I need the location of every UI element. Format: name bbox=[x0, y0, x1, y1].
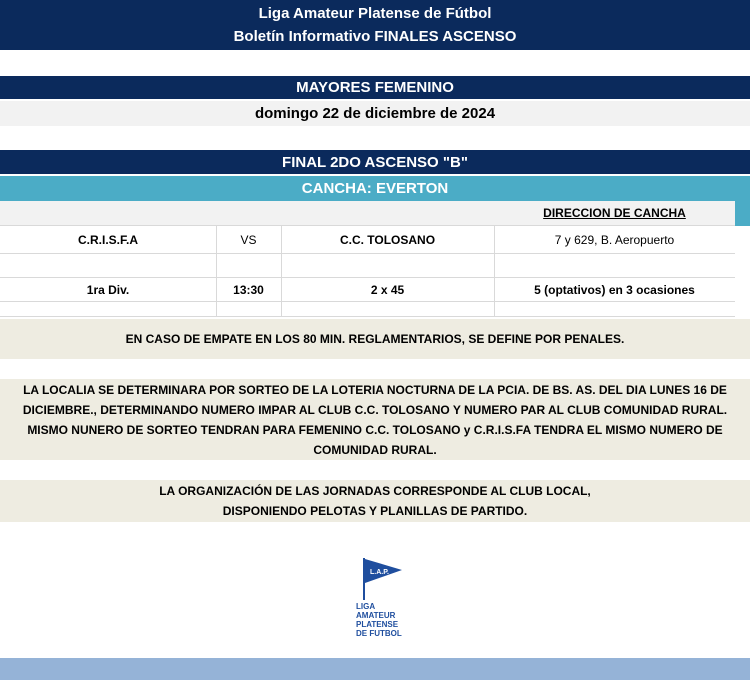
cancha-title: CANCHA: EVERTON bbox=[0, 176, 750, 201]
bulletin-header bbox=[0, 0, 750, 50]
organization-note bbox=[0, 480, 750, 522]
league-name: Liga Amateur Platense de Fútbol bbox=[258, 5, 492, 22]
away-team: C.C. TOLOSANO bbox=[339, 232, 436, 247]
localia-line: COMUNIDAD RURAL. bbox=[313, 442, 437, 457]
flag-icon bbox=[356, 556, 412, 602]
logo-line: DE FUTBOL bbox=[356, 629, 402, 638]
localia-note bbox=[0, 379, 750, 460]
table-row bbox=[0, 201, 735, 226]
final-title: FINAL 2DO ASCENSO "B" bbox=[0, 150, 750, 175]
table-row bbox=[0, 226, 735, 254]
flag-text: L.A.P. bbox=[370, 569, 389, 576]
match-table bbox=[0, 201, 750, 317]
tiebreak-note: EN CASO DE EMPATE EN LOS 80 MIN. REGLAMENTARIOS, SE DEFINE POR PENALES. bbox=[0, 319, 750, 359]
match-duration: 2 x 45 bbox=[370, 282, 405, 297]
logo-line: PLATENSE bbox=[356, 620, 399, 629]
category-title: MAYORES FEMENINO bbox=[0, 76, 750, 100]
bulletin-title: Boletín Informativo FINALES ASCENSO bbox=[233, 28, 517, 45]
match-time: 13:30 bbox=[233, 282, 264, 297]
localia-line: DICIEMBRE., DETERMINANDO NUMERO IMPAR AL CLUB C.C. TOLOSANO Y NUMERO PAR AL CLUB COMUNIDAD RURAL. bbox=[22, 402, 728, 417]
vs-label: VS bbox=[240, 232, 257, 247]
league-logo bbox=[356, 556, 412, 650]
logo-line: AMATEUR bbox=[356, 611, 396, 620]
organization-line: LA ORGANIZACIÓN DE LAS JORNADAS CORRESPONDE AL CLUB LOCAL, bbox=[159, 484, 591, 498]
teal-strip bbox=[735, 201, 750, 226]
division: 1ra Div. bbox=[86, 282, 130, 297]
footer-band bbox=[0, 658, 750, 680]
field-address: 7 y 629, B. Aeropuerto bbox=[554, 232, 675, 247]
table-row bbox=[0, 278, 735, 302]
table-row bbox=[0, 302, 735, 317]
match-date: domingo 22 de diciembre de 2024 bbox=[0, 101, 750, 126]
table-row bbox=[0, 254, 735, 278]
localia-line: MISMO NUNERO DE SORTEO TENDRAN PARA FEMENINO C.C. TOLOSANO y C.R.I.S.FA TENDRA EL MISMO NUMERO DE bbox=[27, 422, 723, 437]
localia-line: LA LOCALIA SE DETERMINARA POR SORTEO DE LA LOTERIA NOCTURNA DE LA PCIA. DE BS. AS. DEL DIA LUNES 16 DE bbox=[23, 382, 727, 397]
logo-line: LIGA bbox=[356, 602, 376, 611]
home-team: C.R.I.S.F.A bbox=[77, 232, 138, 247]
organization-line: DISPONIENDO PELOTAS Y PLANILLAS DE PARTIDO. bbox=[222, 504, 528, 518]
direccion-label: DIRECCION DE CANCHA bbox=[543, 206, 686, 220]
substitutes-rule: 5 (optativos) en 3 ocasiones bbox=[534, 282, 695, 297]
